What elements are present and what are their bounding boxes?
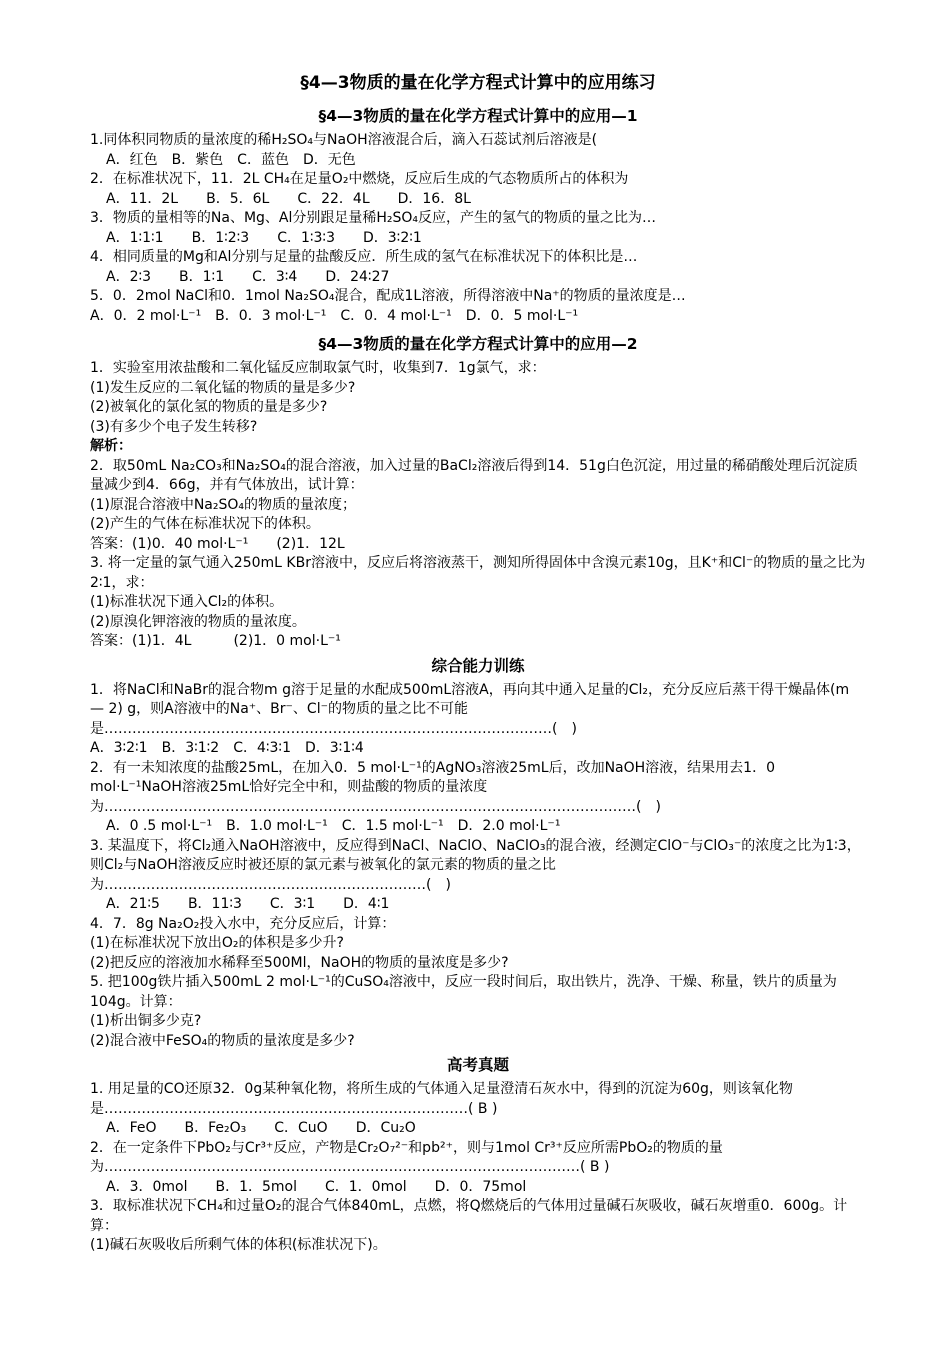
s2-q3-answer: 答案：(1)1．4L (2)1．0 mol·L⁻¹ [90, 633, 341, 649]
s4-q2-options: A．3．0mol B．1．5mol C．1．0mol D．0．75mol [106, 1178, 527, 1195]
s3-q4-part1: (1)在标准状况下放出O₂的体积是多少升? [90, 935, 344, 951]
s3-q2: 2．有一未知浓度的盐酸25mL，在加入0．5 mol·L⁻¹的AgNO₃溶液25mL后，改加NaOH溶液，结果用去1．0 mol·L⁻¹NaOH溶液25mL恰好完全中和，则盐酸的物质的量浓度为……………………………………………………………………………………………………( ) [90, 759, 776, 815]
s2-q3-part1: (1)标准状况下通入Cl₂的体积。 [90, 594, 284, 610]
s2-q2-answer: 答案：(1)0．40 mol·L⁻¹ (2)1．12L [90, 535, 345, 552]
s2-q2-part2: (2)产生的气体在标准状况下的体积。 [90, 516, 320, 532]
s2-q1: 1．实验室用浓盐酸和二氧化锰反应制取氯气时，收集到7．1g氯气，求： [90, 360, 546, 376]
s2-q1-part1: (1)发生反应的二氧化锰的物质的量是多少? [90, 379, 356, 396]
s2-q2-part1: (1)原混合溶液中Na₂SO₄的物质的量浓度； [90, 496, 357, 513]
s3-q3: 3. 某温度下，将Cl₂通入NaOH溶液中，反应得到NaCl、NaClO、NaClO₃的混合液，经测定ClO⁻与ClO₃⁻的浓度之比为1∶3，则Cl₂与NaOH溶液反应时被还原的氯元素与被氧化的氯元素的物质的量之比为……………………………………………………………( ) [90, 837, 861, 893]
s2-q3: 3. 将一定量的氯气通入250mL KBr溶液中，反应后将溶液蒸干，测知所得固体中含溴元素10g，且K⁺和Cl⁻的物质的量之比为2∶1，求： [90, 555, 866, 591]
worksheet-page [90, 70, 866, 1256]
s3-q1: 1．将NaCl和NaBr的混合物m g溶于足量的水配成500mL溶液A，再向其中通入足量的Cl₂，充分反应后蒸干得干燥晶体(m — 2) g，则A溶液中的Na⁺、Br⁻、Cl⁻的物质的量之比不可能是……………………………………………………………………………………( ) [90, 681, 850, 737]
page-title: §4—3物质的量在化学方程式计算中的应用练习 [300, 73, 656, 93]
s1-q4-options: A．2∶3 B．1∶1 C．3∶4 D．24∶27 [106, 268, 390, 285]
s3-q4: 4．7．8g Na₂O₂投入水中，充分反应后，计算： [90, 915, 396, 932]
s4-q1: 1. 用足量的CO还原32．0g某种氧化物，将所生成的气体通入足量澄清石灰水中，得到的沉淀为60g，则该氧化物是……………………………………………………………………( B ) [90, 1081, 793, 1117]
s3-q5-part2: (2)混合液中FeSO₄的物质的量浓度是多少? [90, 1032, 355, 1049]
s3-q3-options: A．21∶5 B．11∶3 C．3∶1 D．4∶1 [106, 896, 390, 912]
section-1-heading: §4—3物质的量在化学方程式计算中的应用—1 [318, 107, 638, 125]
s1-q2: 2．在标准状况下，11．2L CH₄在足量O₂中燃烧，反应后生成的气态物质所占的体积为 [90, 171, 629, 187]
s1-q3: 3．物质的量相等的Na、Mg、Al分别跟足量稀H₂SO₄反应，产生的氢气的物质的量之比为… [90, 210, 657, 226]
s1-q5-options: A．0．2 mol·L⁻¹ B．0．3 mol·L⁻¹ C．0．4 mol·L⁻¹ D．0．5 mol·L⁻¹ [90, 307, 579, 324]
s2-analysis-label: 解析： [90, 438, 132, 454]
s1-q2-options: A．11．2L B．5．6L C．22．4L D．16．8L [106, 190, 471, 207]
s3-q4-part2: (2)把反应的溶液加水稀释至500Ml，NaOH的物质的量浓度是多少? [90, 954, 509, 971]
s1-q5: 5．0．2mol NaCl和0．1mol Na₂SO₄混合，配成1L溶液，所得溶液中Na⁺的物质的量浓度是… [90, 288, 686, 304]
s2-q2: 2．取50mL Na₂CO₃和Na₂SO₄的混合溶液，加入过量的BaCl₂溶液后得到14．51g白色沉淀，用过量的稀硝酸处理后沉淀质量减少到4．66g，并有气体放出，试计算： [90, 457, 858, 493]
s2-q1-part3: (3)有多少个电子发生转移? [90, 418, 258, 435]
section-2-heading: §4—3物质的量在化学方程式计算中的应用—2 [318, 335, 638, 353]
s2-q3-part2: (2)原溴化钾溶液的物质的量浓度。 [90, 613, 306, 630]
s1-q1: 1.同体积同物质的量浓度的稀H₂SO₄与NaOH溶液混合后，滴入石蕊试剂后溶液是( [90, 132, 598, 148]
section-3-heading: 综合能力训练 [431, 656, 525, 675]
s1-q4: 4．相同质量的Mg和Al分别与足量的盐酸反应．所生成的氢气在标准状况下的体积比是… [90, 249, 638, 265]
s4-q1-options: A．FeO B．Fe₂O₃ C．CuO D．Cu₂O [106, 1120, 416, 1136]
section-4-heading: 高考真题 [446, 1056, 509, 1074]
s4-q2: 2．在一定条件下PbO₂与Cr³⁺反应，产物是Cr₂O₇²⁻和pb²⁺，则与1mol Cr³⁺反应所需PbO₂的物质的量为…………………………………………………………………………………………( B ) [90, 1139, 723, 1175]
s4-q3: 3．取标准状况下CH₄和过量O₂的混合气体840mL，点燃，将Q燃烧后的气体用过量碱石灰吸收，碱石灰增重0．600g。计算： [90, 1198, 848, 1234]
s3-q5-part1: (1)析出铜多少克? [90, 1013, 202, 1029]
s3-q2-options: A．0 .5 mol·L⁻¹ B．1.0 mol·L⁻¹ C．1.5 mol·L⁻¹ D．2.0 mol·L⁻¹ [106, 818, 561, 834]
s3-q5: 5. 把100g铁片插入500mL 2 mol·L⁻¹的CuSO₄溶液中，反应一段时间后，取出铁片，洗净、干燥、称量，铁片的质量为104g。计算： [90, 974, 837, 1010]
s1-q1-options: A．红色 B．紫色 C．蓝色 D．无色 [106, 151, 356, 168]
s3-q1-options: A．3∶2∶1 B．3∶1∶2 C．4∶3∶1 D．3∶1∶4 [90, 740, 364, 756]
s4-q3-part1: (1)碱石灰吸收后所剩气体的体积(标准状况下)。 [90, 1237, 387, 1253]
s1-q3-options: A．1∶1∶1 B．1∶2∶3 C．1∶3∶3 D．3∶2∶1 [106, 229, 422, 246]
s2-q1-part2: (2)被氧化的氯化氢的物质的量是多少? [90, 399, 328, 415]
